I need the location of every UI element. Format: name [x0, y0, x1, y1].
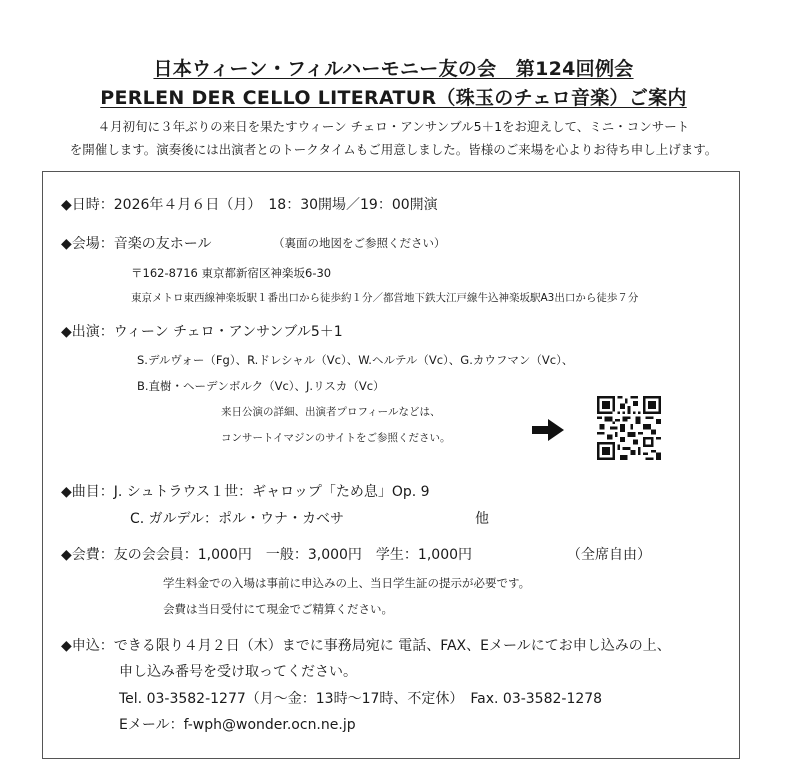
venue-line: ◆会場：音楽の友ホール	[61, 236, 212, 252]
performers-heading: ◆出演：ウィーン チェロ・アンサンブル5＋1	[61, 324, 343, 340]
right-arrow-icon	[531, 418, 565, 442]
intro-line-1: ４月初旬に３年ぶりの来日を果たすウィーン チェロ・アンサンブル5＋1をお迎えして、ミニ・コンサート	[97, 119, 690, 134]
fee-line: ◆会費：友の会会員：1,000円 一般：3,000円 学生：1,000円	[61, 547, 473, 563]
program-line-1: ◆曲目：J. シュトラウス１世：ギャロップ「ため息」Op. 9	[61, 484, 430, 500]
apply-line-1: ◆申込：できる限り４月２日（木）までに事務局宛に 電話、FAX、Eメールにてお申し込みの上、	[61, 638, 671, 654]
info-note-1: 来日公演の詳細、出演者プロフィールなどは、	[221, 406, 441, 418]
qr-code-icon[interactable]	[597, 396, 661, 460]
venue-map-note: （裏面の地図をご参照ください）	[273, 236, 446, 250]
details-box	[42, 171, 740, 759]
venue-access: 東京メトロ東西線神楽坂駅１番出口から徒歩約１分／都営地下鉄大江戸線牛込神楽坂駅A3出口から徒歩７分	[131, 292, 639, 304]
program-line-2: C. ガルデル：ポル・ウナ・カベサ	[130, 511, 344, 527]
fee-note-1: 学生料金での入場は事前に申込みの上、当日学生証の提示が必要です。	[163, 576, 531, 590]
performers-line-2: B.直樹・ヘーデンボルク（Vc）、J.リスカ（Vc）	[137, 379, 385, 393]
fee-seating: （全席自由）	[567, 547, 651, 563]
performers-line-1: S.デルヴォー（Fg）、R.ドレシャル（Vc）、W.ヘルテル（Vc）、G.カウフマン（Vc）、	[137, 353, 574, 367]
page-subtitle: PERLEN DER CELLO LITERATUR（珠玉のチェロ音楽）ご案内	[100, 87, 687, 109]
info-note-2: コンサートイマジンのサイトをご参照ください。	[221, 432, 451, 444]
venue-address: 〒162-8716 東京都新宿区神楽坂6-30	[131, 266, 332, 280]
contact-email: Eメール：f-wph@wonder.ocn.ne.jp	[119, 717, 356, 733]
intro-line-2: を開催します。演奏後には出演者とのトークタイムもご用意しました。皆様のご来場を心よりお待ち申し上げます。	[69, 142, 718, 157]
contact-tel: Tel. 03-3582-1277（月～金：13時～17時、不定休） Fax. 03-3582-1278	[119, 691, 603, 707]
datetime-line: ◆日時：2026年４月６日（月） 18：30開場／19：00開演	[61, 197, 438, 213]
apply-line-2: 申し込み番号を受け取ってください。	[119, 664, 357, 680]
page-title: 日本ウィーン・フィルハーモニー友の会 第124回例会	[153, 58, 634, 80]
fee-note-2: 会費は当日受付にて現金でご精算ください。	[163, 602, 393, 616]
program-others: 他	[475, 511, 489, 527]
